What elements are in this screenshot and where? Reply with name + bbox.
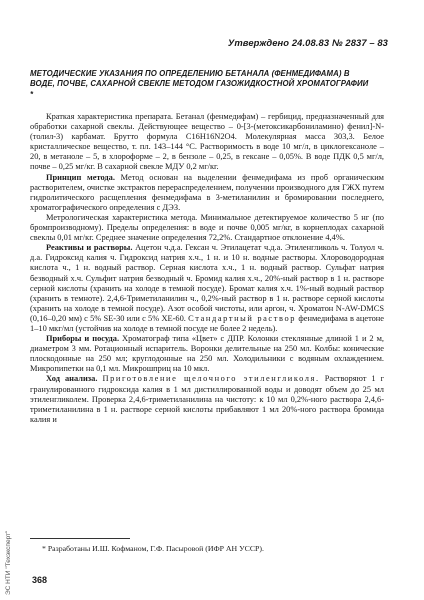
procedure-heading: Ход анализа. [46, 374, 98, 384]
document-body [30, 112, 384, 425]
paragraph-characteristics: Краткая характеристика препарата. Бетанал (фенмедифам) – гербицид, предназначенный для обработки сахарной свеклы. Действующее вещество – 0-[3-(метоксикарбониламино) фенил]-N-(толил-3) карбамат. Брутто формула C16H16N2O4. Молекулярная масса 303,3. Белое кристаллическое вещество, т. пл. 143–144 °С. Растворимость в воде 10 мг/л, в циклогексаноле – 20, в метаноле – 5, в хлороформе – 2, в бензоле – 0,25, в гексане – 0,05%. В воде ПДК 0,5 мг/л, почве – 0,25 мг/кг. В сахарной свекле МДУ 0,2 мг/кг. [30, 112, 384, 172]
reagents-heading: Реактивы и растворы. [46, 243, 133, 253]
approval-line: Утверждено 24.08.83 № 2837 – 83 [227, 37, 388, 48]
principle-text: Метод основан на выделении фенмедифама из проб органическим растворителем, очистке экстрактов перераспределением, получении производного для ГЖХ путем гидролитического расщепления фенмедифама в 3-метиланилин и бромировании последнего, хроматографического определения с ДЭЗ. [30, 172, 384, 212]
document-title: МЕТОДИЧЕСКИЕ УКАЗАНИЯ ПО ОПРЕДЕЛЕНИЮ БЕТАНАЛА (ФЕНМЕДИФАМА) В ВОДЕ, ПОЧВЕ, САХАРНОЙ СВЕКЛЕ МЕТОДОМ ГАЗОЖИДКОСТНОЙ ХРОМАТОГРАФИИ * [30, 69, 369, 99]
standard-solution-term: Стандартный раствор [188, 313, 297, 323]
page-number: 368 [32, 575, 48, 585]
margin-stamp: ЭС НТИ "Техэксперт" [5, 530, 12, 595]
principle-heading: Принцип метода. [46, 172, 115, 182]
footnote: * Разработаны И.Ш. Кофманом, Г.Ф. Пасыровой (ИФР АН УССР). [42, 544, 264, 553]
instruments-heading: Приборы и посуда. [46, 334, 120, 344]
paragraph-principle [30, 173, 384, 213]
paragraph-instruments [30, 334, 384, 374]
procedure-text: Растворяют 1 г гранулированного гидроксида калия в 1 мл дистиллированной воды и доводят объем до 25 мл этиленгликолем. Проверка 2,4,6-триметиланилина на чистоту: к 10 мл 0,2%-ного раствора 2,4,6-триметиланилина в 1 н. растворе серной кислоты прибавляют 1 мл 20%-ного раствора бромида калия и [30, 374, 385, 424]
paragraph-procedure [30, 374, 384, 424]
procedure-subheading: Приготовление щелочного этиленгликоля. [102, 374, 320, 384]
reagents-text: Ацетон ч.д.а. Гексан ч. Этилацетат ч.д.а. Этиленгликоль ч. Толуол ч. д.а. Гидроксид калия ч. Гидроксид натрия х.ч., 1 н. и 10 н. водные растворы. Хлороводородная кислота ч., 1 н. водный раствор. Серная кислота х.ч., 1 н. водный раствор. Сульфат натрия безводный х.ч. Сульфит натрия безводный ч. Бромид калия х.ч., 20%-ный раствор в 1 н. растворе серной кислоты (хранить на холоде в темной посуде). Бромат калия х.ч. 1%-ный водный раствор (хранить в темноте). 2,4,6-Триметиланилин ч., 0,2%-ный раствор в 1 н. растворе серной кислоты (хранить на холоде в темной посуде). Азот особой чистоты, или аргон, ч. Хроматон N-AW-DMCS (0,16–0,20 мм) с 5% SE-30 или с 5% ХЕ-60. [30, 243, 384, 323]
reagents-text-end: фенмедифама в ацетоне 1–10 мкг/мл (устойчив на холоде в темной посуде не более 2 недель). [30, 313, 385, 333]
instruments-text: Хроматограф типа «Цвет» с ДПР. Колонки стеклянные длиной 1 и 2 м, диаметром 3 мм. Ротационный испаритель. Воронки делительные на 250 мл. Колбы: конические плоскодонные на 250 мл; круглодонные на 250 мл. Холодильники с водяным охлаждением. Микропипетки на 0,1 мл. Микрошприц на 10 мкл. [30, 334, 384, 374]
footnote-divider [30, 538, 130, 539]
paragraph-metrology: Метрологическая характеристика метода. Минимальное детектируемое количество 5 нг (по бромпроизводному). Пределы определения: в воде и почве 0,005 мг/кг, в корнеплодах сахарной свеклы 0,01 мг/кг. Среднее значение определения 72,2%. Стандартное отклонение 4,4%. [30, 212, 384, 243]
paragraph-reagents [30, 243, 384, 334]
